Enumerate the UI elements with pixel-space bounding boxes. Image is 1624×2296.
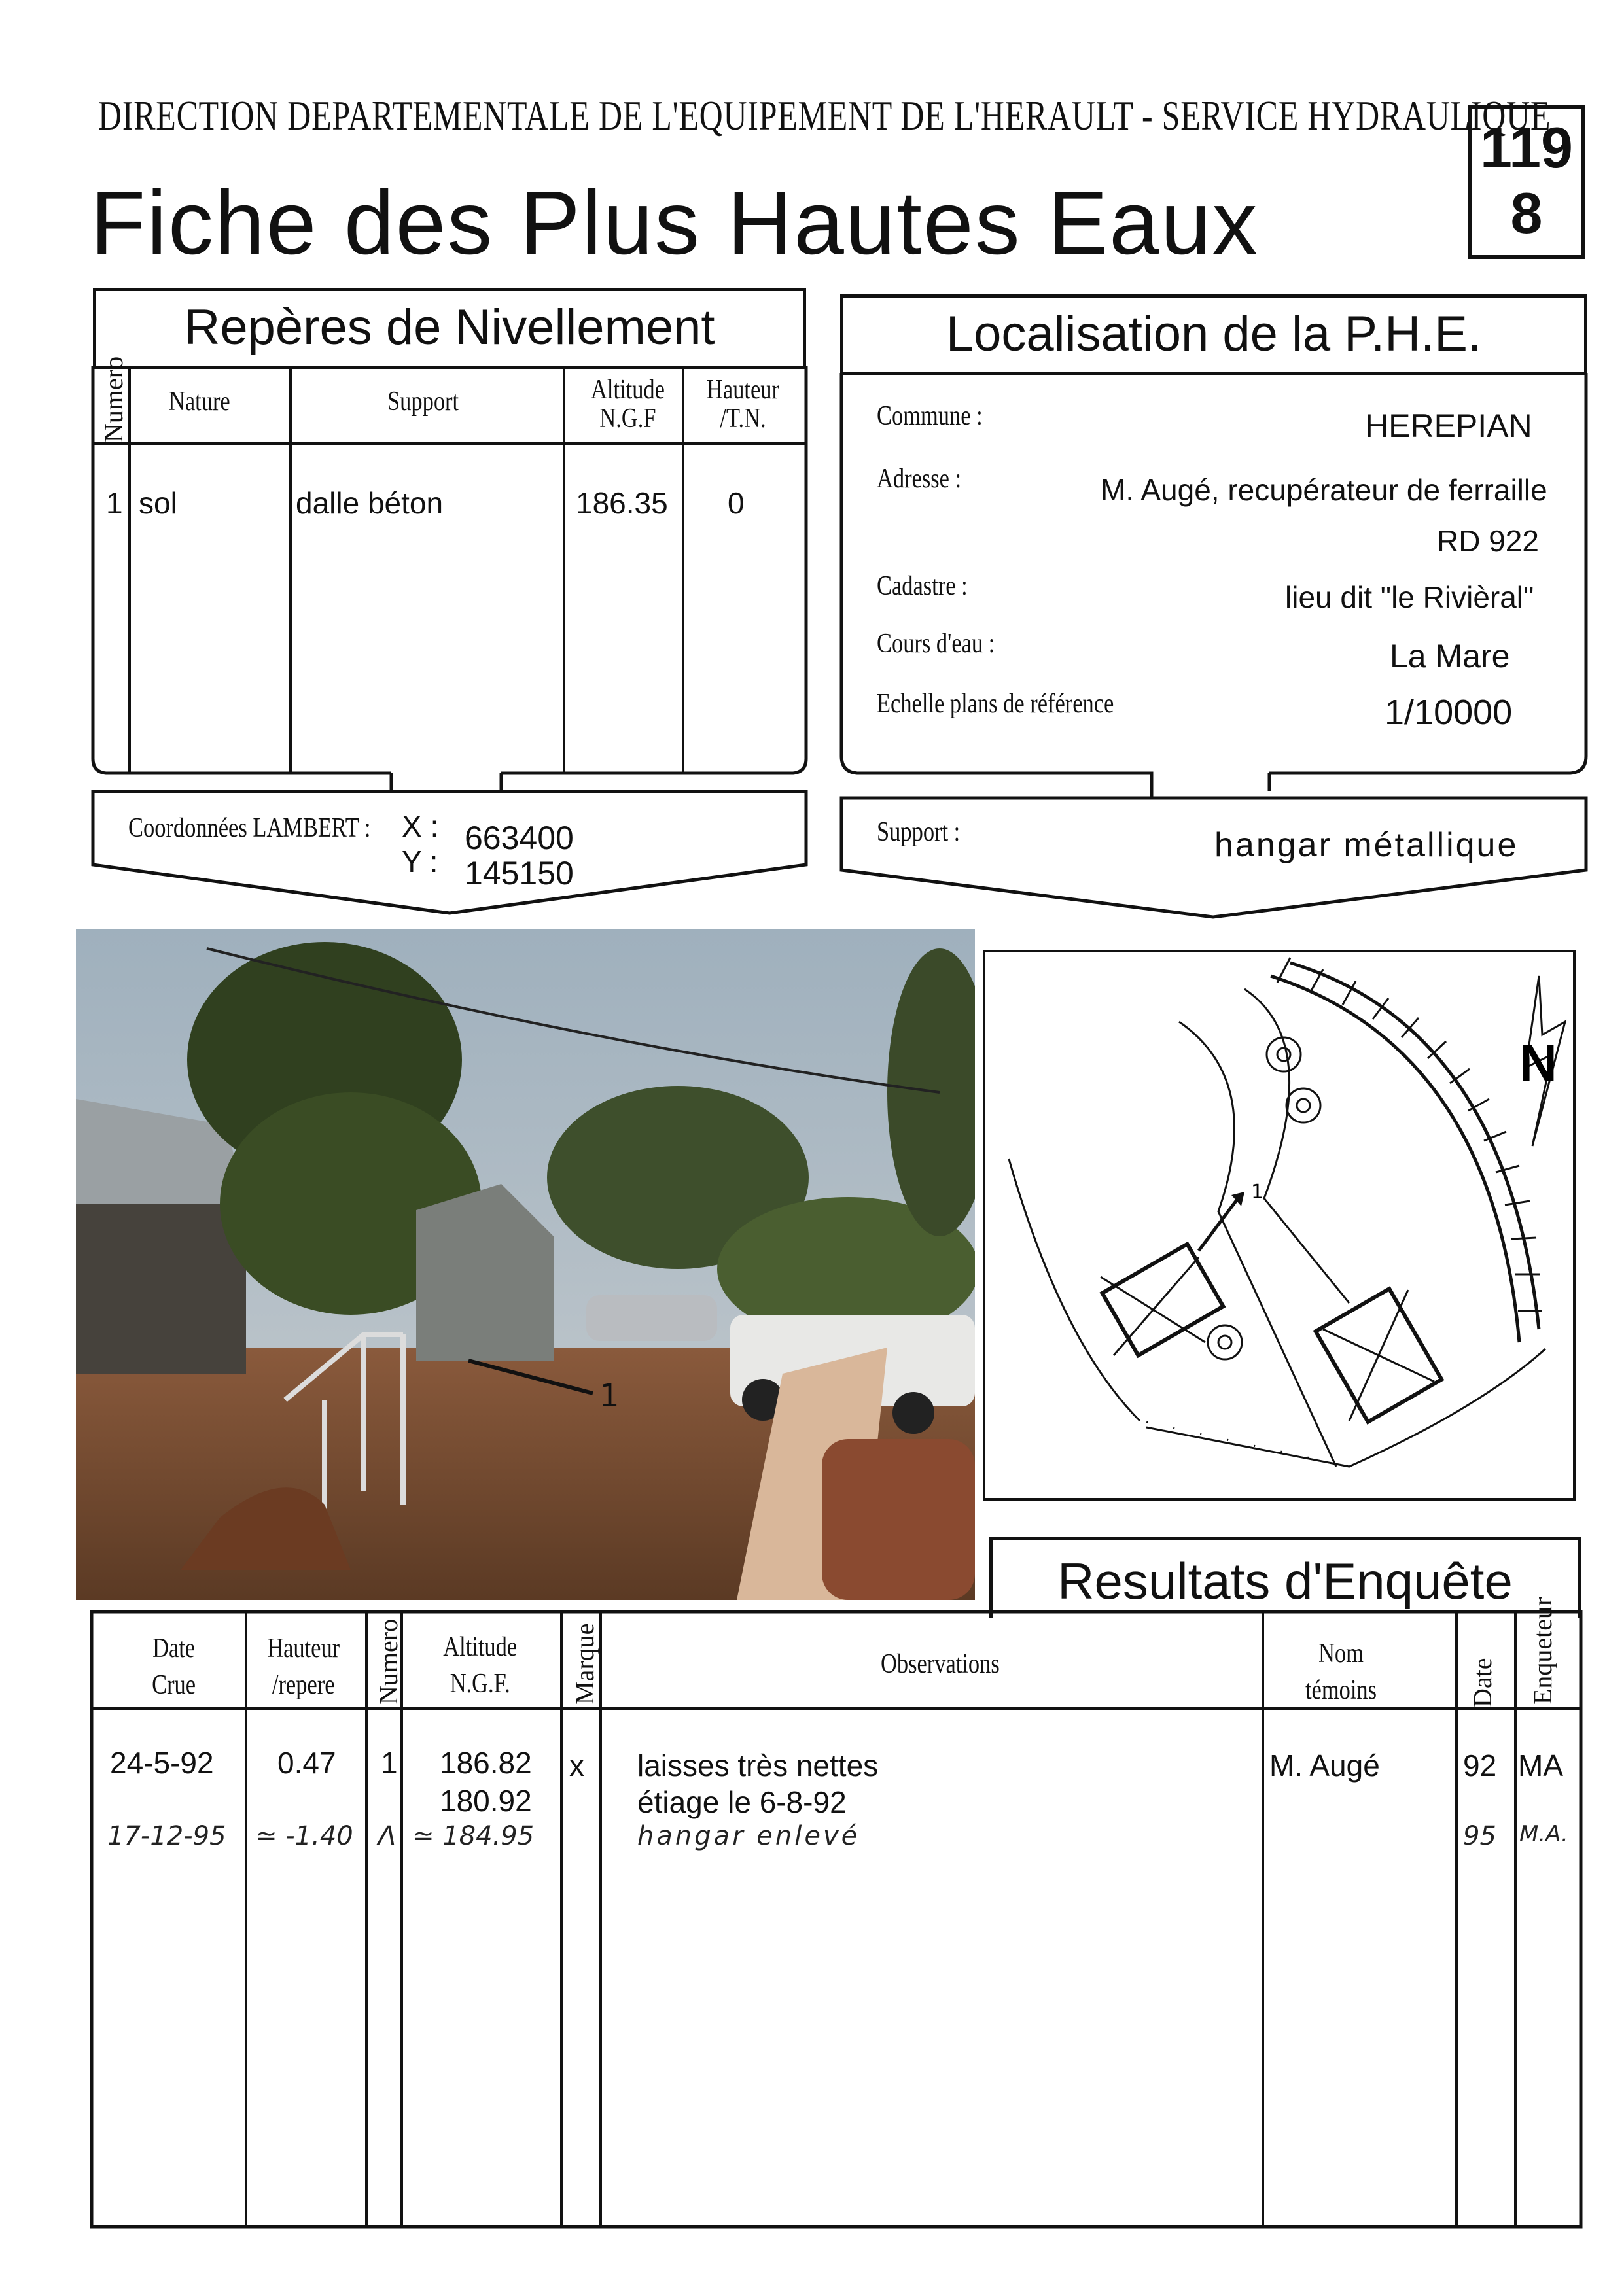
res-col-date-crue: Date Crue: [152, 1633, 196, 1700]
res-col-enqueteur: Enqueteur: [1528, 1597, 1557, 1705]
localisation-title-box: [840, 294, 1587, 375]
res-row1-nom: M. Augé: [1269, 1748, 1380, 1783]
lambert-y-label: Y :: [402, 844, 438, 878]
res-row2-date: 17-12-95: [107, 1821, 226, 1851]
res-row1-altitude-2: 180.92: [440, 1784, 532, 1818]
res-row1-date-enq: 92: [1463, 1748, 1497, 1783]
page-title: Fiche des Plus Hautes Eaux: [90, 173, 1259, 273]
reperes-col-numero: Numero: [99, 356, 128, 442]
reperes-row-hauteur: 0: [728, 486, 745, 520]
reperes-title-box: [93, 288, 806, 369]
res-col-nom: Nom témoins: [1305, 1639, 1377, 1705]
map-marker-label: 1: [1251, 1181, 1264, 1204]
reperes-title: Repères de Nivellement: [184, 300, 715, 355]
res-row2-hauteur: ≃ -1.40: [255, 1821, 353, 1851]
resultats-title-box: [989, 1537, 1581, 1618]
res-row2-numero: Λ: [378, 1821, 397, 1851]
reperes-row-altitude: 186.35: [576, 486, 668, 520]
res-row2-altitude: ≃ 184.95: [412, 1821, 535, 1851]
res-col-altitude: Altitude N.G.F.: [443, 1632, 518, 1699]
lambert-x-label: X :: [402, 809, 439, 843]
adresse-line1: M. Augé, recupérateur de ferraille: [1101, 473, 1547, 507]
localisation-title: Localisation de la P.H.E.: [945, 306, 1482, 362]
res-col-numero: Numero: [374, 1618, 403, 1705]
cours-value: La Mare: [1390, 638, 1510, 674]
reperes-col-altitude: Altitude N.G.F: [591, 375, 665, 434]
res-row2-obs: hangar enlevé: [637, 1821, 860, 1851]
res-row1-date: 24-5-92: [110, 1746, 214, 1780]
reperes-table-frame: [90, 356, 810, 791]
lambert-y-value: 145150: [465, 855, 574, 892]
reperes-col-hauteur: Hauteur /T.N.: [707, 375, 779, 434]
reference-number: 119: [1480, 115, 1573, 180]
lambert-label: Coordonnées LAMBERT :: [128, 813, 371, 843]
res-row2-date-enq: 95: [1463, 1821, 1496, 1851]
res-col-marque: Marque: [570, 1623, 599, 1705]
cadastre-value: lieu dit "le Rivièral": [1285, 580, 1534, 614]
res-row1-obs-2: étiage le 6-8-92: [637, 1785, 847, 1819]
lambert-x-value: 663400: [465, 820, 574, 856]
lambert-arrow-box: [90, 789, 810, 920]
adresse-label: Adresse :: [877, 464, 962, 494]
department-header: DIRECTION DEPARTEMENTALE DE L'EQUIPEMENT DE L'HERAULT - SERVICE HYDRAULIQUE: [98, 92, 1551, 139]
reperes-row-nature: sol: [139, 486, 177, 520]
location-map: [983, 950, 1576, 1501]
res-row1-marque: x: [569, 1748, 584, 1783]
commune-label: Commune :: [877, 401, 983, 431]
res-row1-enqueteur: MA: [1518, 1748, 1563, 1783]
reperes-row-support: dalle béton: [296, 486, 444, 520]
reference-box: [1468, 105, 1585, 259]
echelle-label: Echelle plans de référence: [877, 689, 1114, 719]
res-row1-altitude-1: 186.82: [440, 1746, 532, 1780]
adresse-line2: RD 922: [1437, 524, 1539, 558]
reperes-col-support: Support: [387, 387, 459, 417]
reperes-col-nature: Nature: [169, 387, 230, 417]
res-row1-numero: 1: [381, 1746, 398, 1780]
support-value: hangar métallique: [1214, 826, 1519, 864]
commune-value: HEREPIAN: [1365, 408, 1532, 444]
res-col-date: Date: [1468, 1658, 1497, 1707]
cours-label: Cours d'eau :: [877, 629, 995, 659]
res-col-observations: Observations: [881, 1649, 1000, 1679]
site-photo: [76, 929, 975, 1600]
res-row1-obs-1: laisses très nettes: [637, 1748, 879, 1783]
reperes-row-numero: 1: [106, 486, 123, 520]
res-row1-hauteur: 0.47: [277, 1746, 336, 1780]
photo-marker-label: 1: [599, 1378, 620, 1414]
resultats-title: Resultats d'Enquête: [1057, 1552, 1513, 1610]
echelle-value: 1/10000: [1385, 693, 1513, 732]
support-label: Support :: [877, 817, 961, 847]
cadastre-label: Cadastre :: [877, 571, 968, 601]
reference-sub: 8: [1510, 181, 1543, 245]
res-col-hauteur: Hauteur /repere: [267, 1633, 340, 1700]
north-arrow-label: N: [1519, 1034, 1557, 1092]
res-row2-enqueteur: M.A.: [1519, 1821, 1568, 1847]
